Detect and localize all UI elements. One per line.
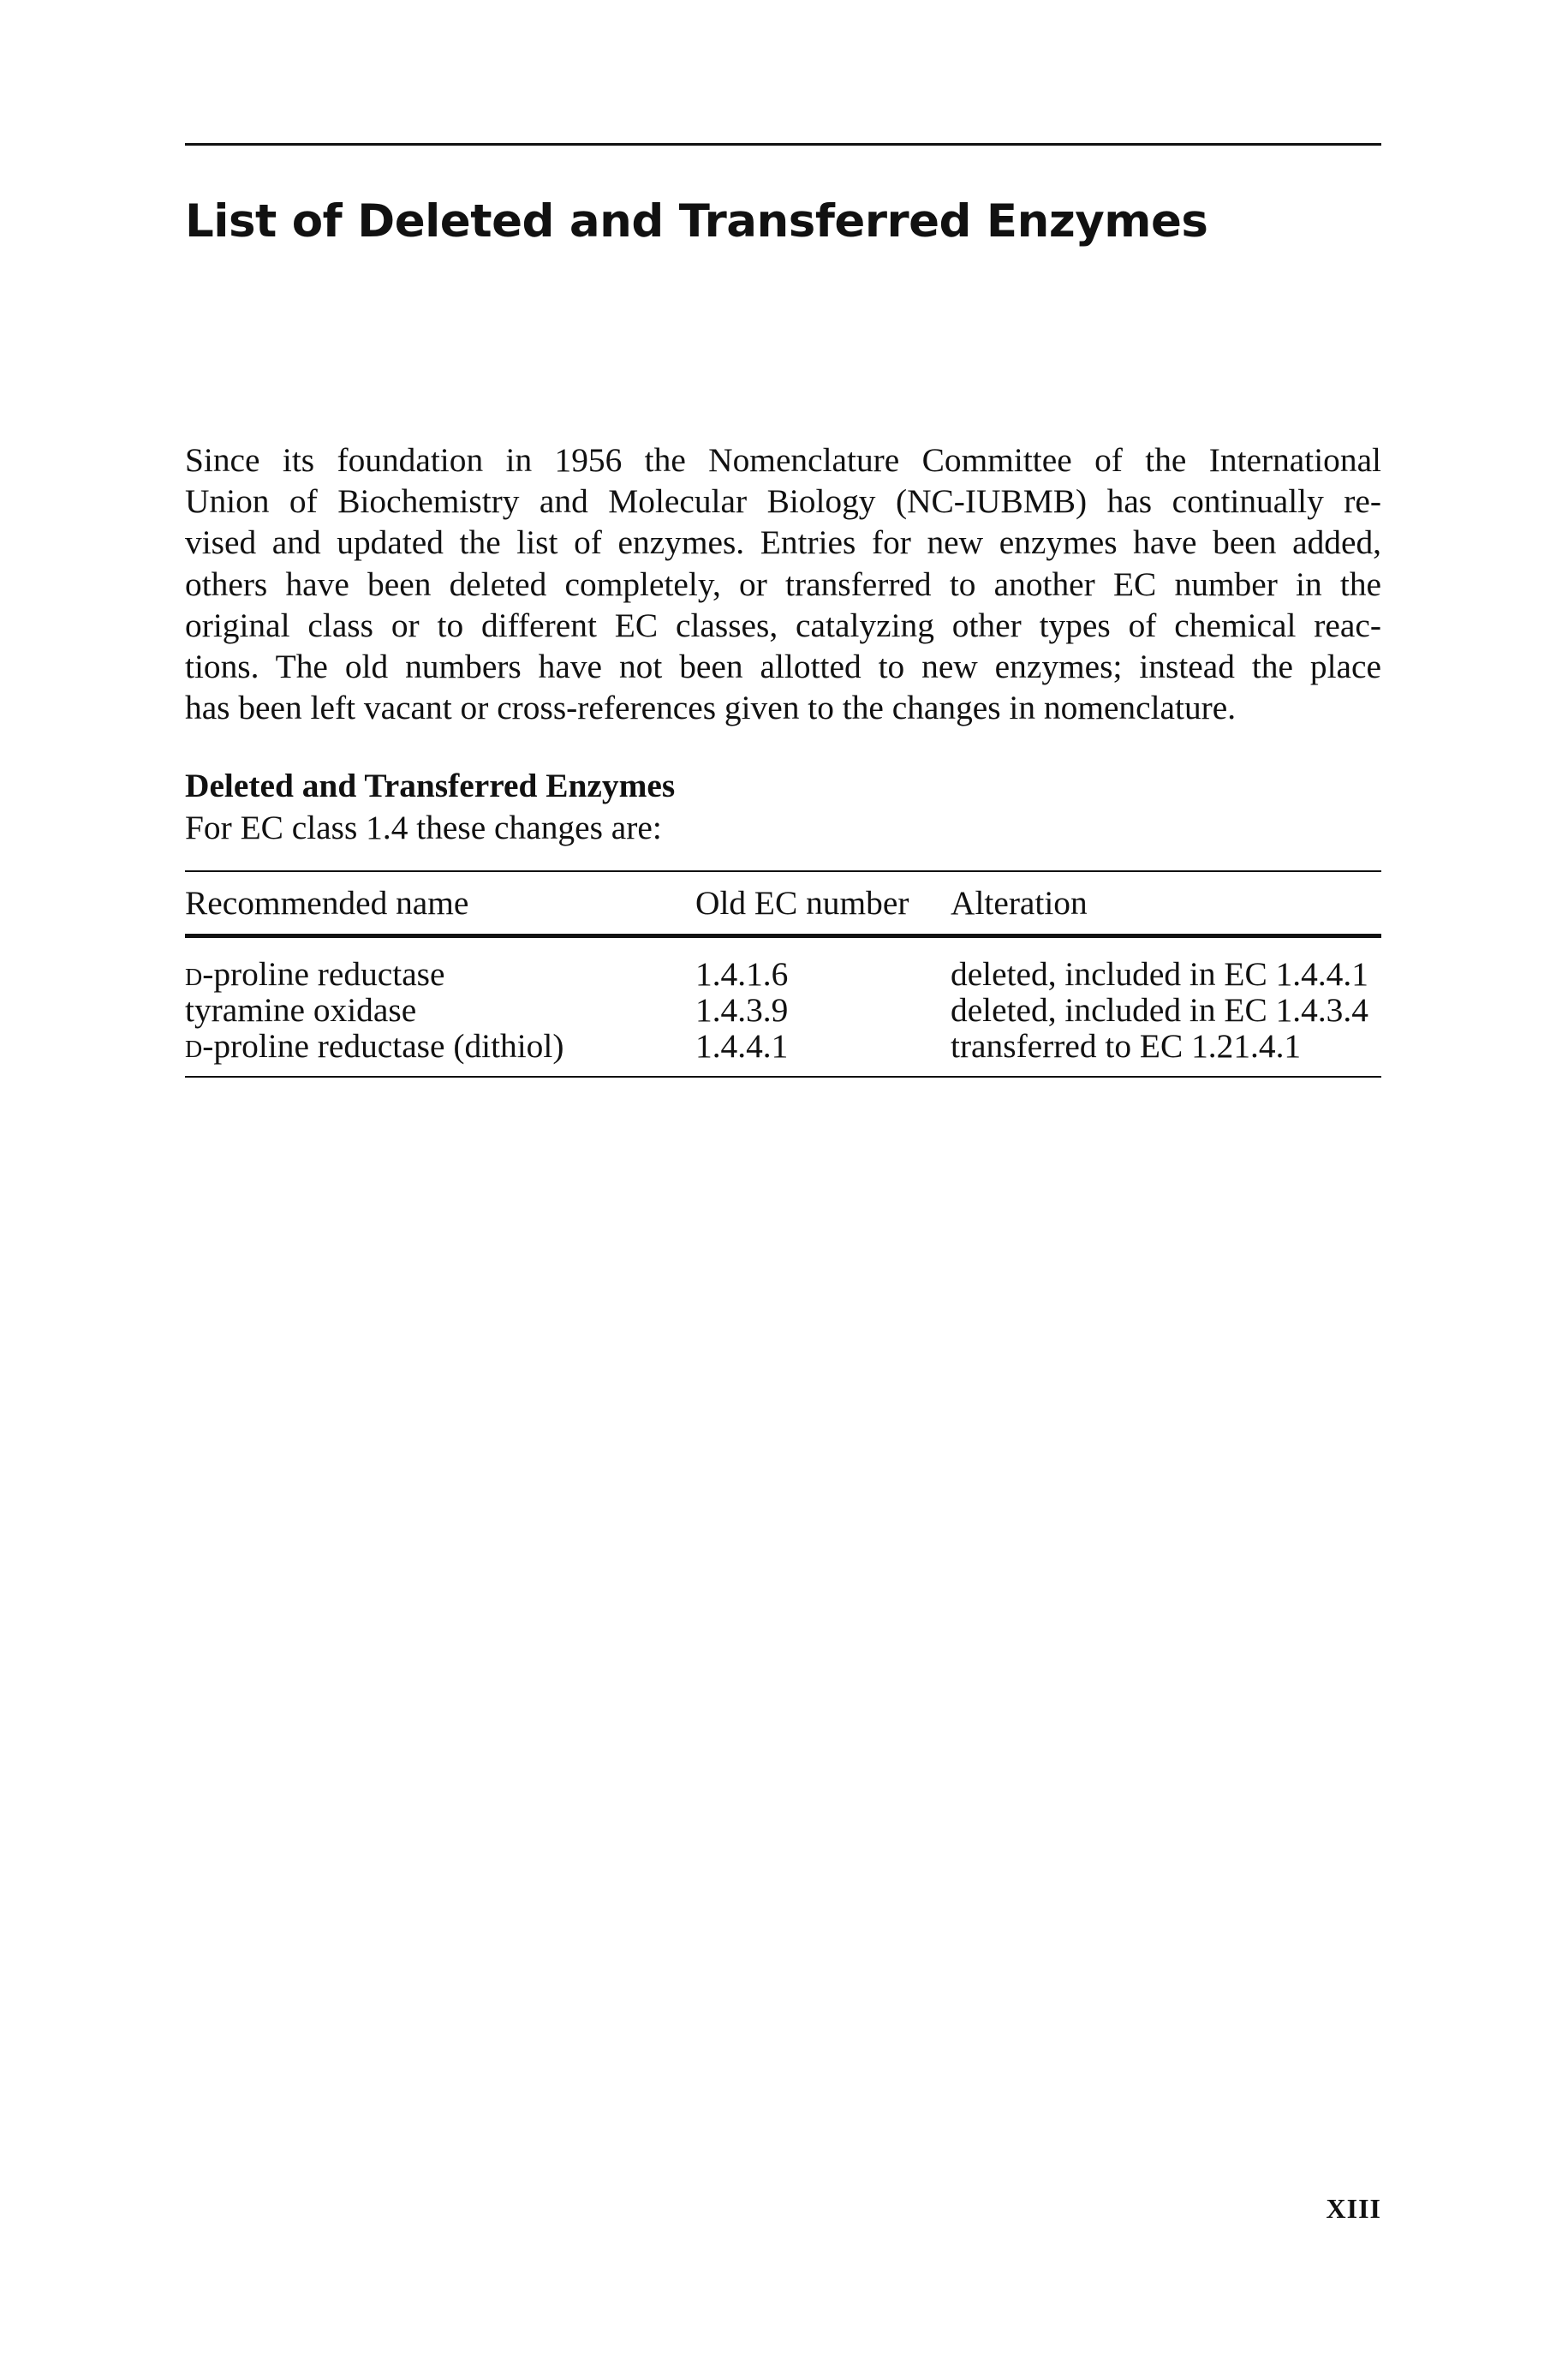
page-title: List of Deleted and Transferred Enzymes: [185, 195, 1208, 248]
cell-alteration: transferred to EC 1.21.4.1: [951, 1027, 1302, 1065]
cell-old-ec-number: 1.4.1.6: [695, 955, 789, 993]
intro-line: vised and updated the list of enzymes. Entries for new enzymes have been added,: [185, 523, 1381, 562]
intro-paragraph: [185, 439, 1381, 728]
cell-alteration: deleted, included in EC 1.4.3.4: [951, 991, 1368, 1029]
column-header-old-ec-number: Old EC number: [695, 884, 909, 922]
cell-recommended-name: [185, 992, 416, 1028]
intro-line: Union of Biochemistry and Molecular Biology (NC-IUBMB) has continually re-: [185, 482, 1381, 521]
column-header-recommended-name: Recommended name: [185, 884, 469, 922]
header-rule: [185, 143, 1381, 146]
table-header-rule: [185, 934, 1381, 938]
intro-line: has been left vacant or cross-references given to the changes in nomenclature.: [185, 689, 1237, 727]
page-number: XIII: [1326, 2193, 1381, 2224]
intro-line: Since its foundation in 1956 the Nomenclature Committee of the International: [185, 441, 1381, 479]
cell-recommended-name: [185, 956, 445, 992]
intro-line: others have been deleted completely, or transferred to another EC number in the: [185, 565, 1381, 603]
cell-old-ec-number: 1.4.4.1: [695, 1027, 789, 1065]
enzyme-name: -proline reductase: [202, 955, 445, 993]
intro-line: original class or to different EC classes, catalyzing other types of chemical reac-: [185, 606, 1381, 644]
enzyme-name: tyramine oxidase: [185, 991, 417, 1029]
cell-recommended-name: [185, 1028, 563, 1064]
intro-line: tions. The old numbers have not been allotted to new enzymes; instead the place: [185, 648, 1381, 686]
section-subheading: For EC class 1.4 these changes are:: [185, 809, 662, 846]
cell-alteration: deleted, included in EC 1.4.4.1: [951, 955, 1368, 993]
stereo-prefix: d: [185, 1027, 203, 1065]
enzyme-name: -proline reductase (dithiol): [202, 1027, 564, 1065]
column-header-alteration: Alteration: [951, 884, 1088, 922]
section-heading: Deleted and Transferred Enzymes: [185, 767, 676, 804]
stereo-prefix: d: [185, 955, 203, 993]
table-top-rule: [185, 870, 1381, 872]
cell-old-ec-number: 1.4.3.9: [695, 991, 789, 1029]
table-bottom-rule: [185, 1076, 1381, 1078]
